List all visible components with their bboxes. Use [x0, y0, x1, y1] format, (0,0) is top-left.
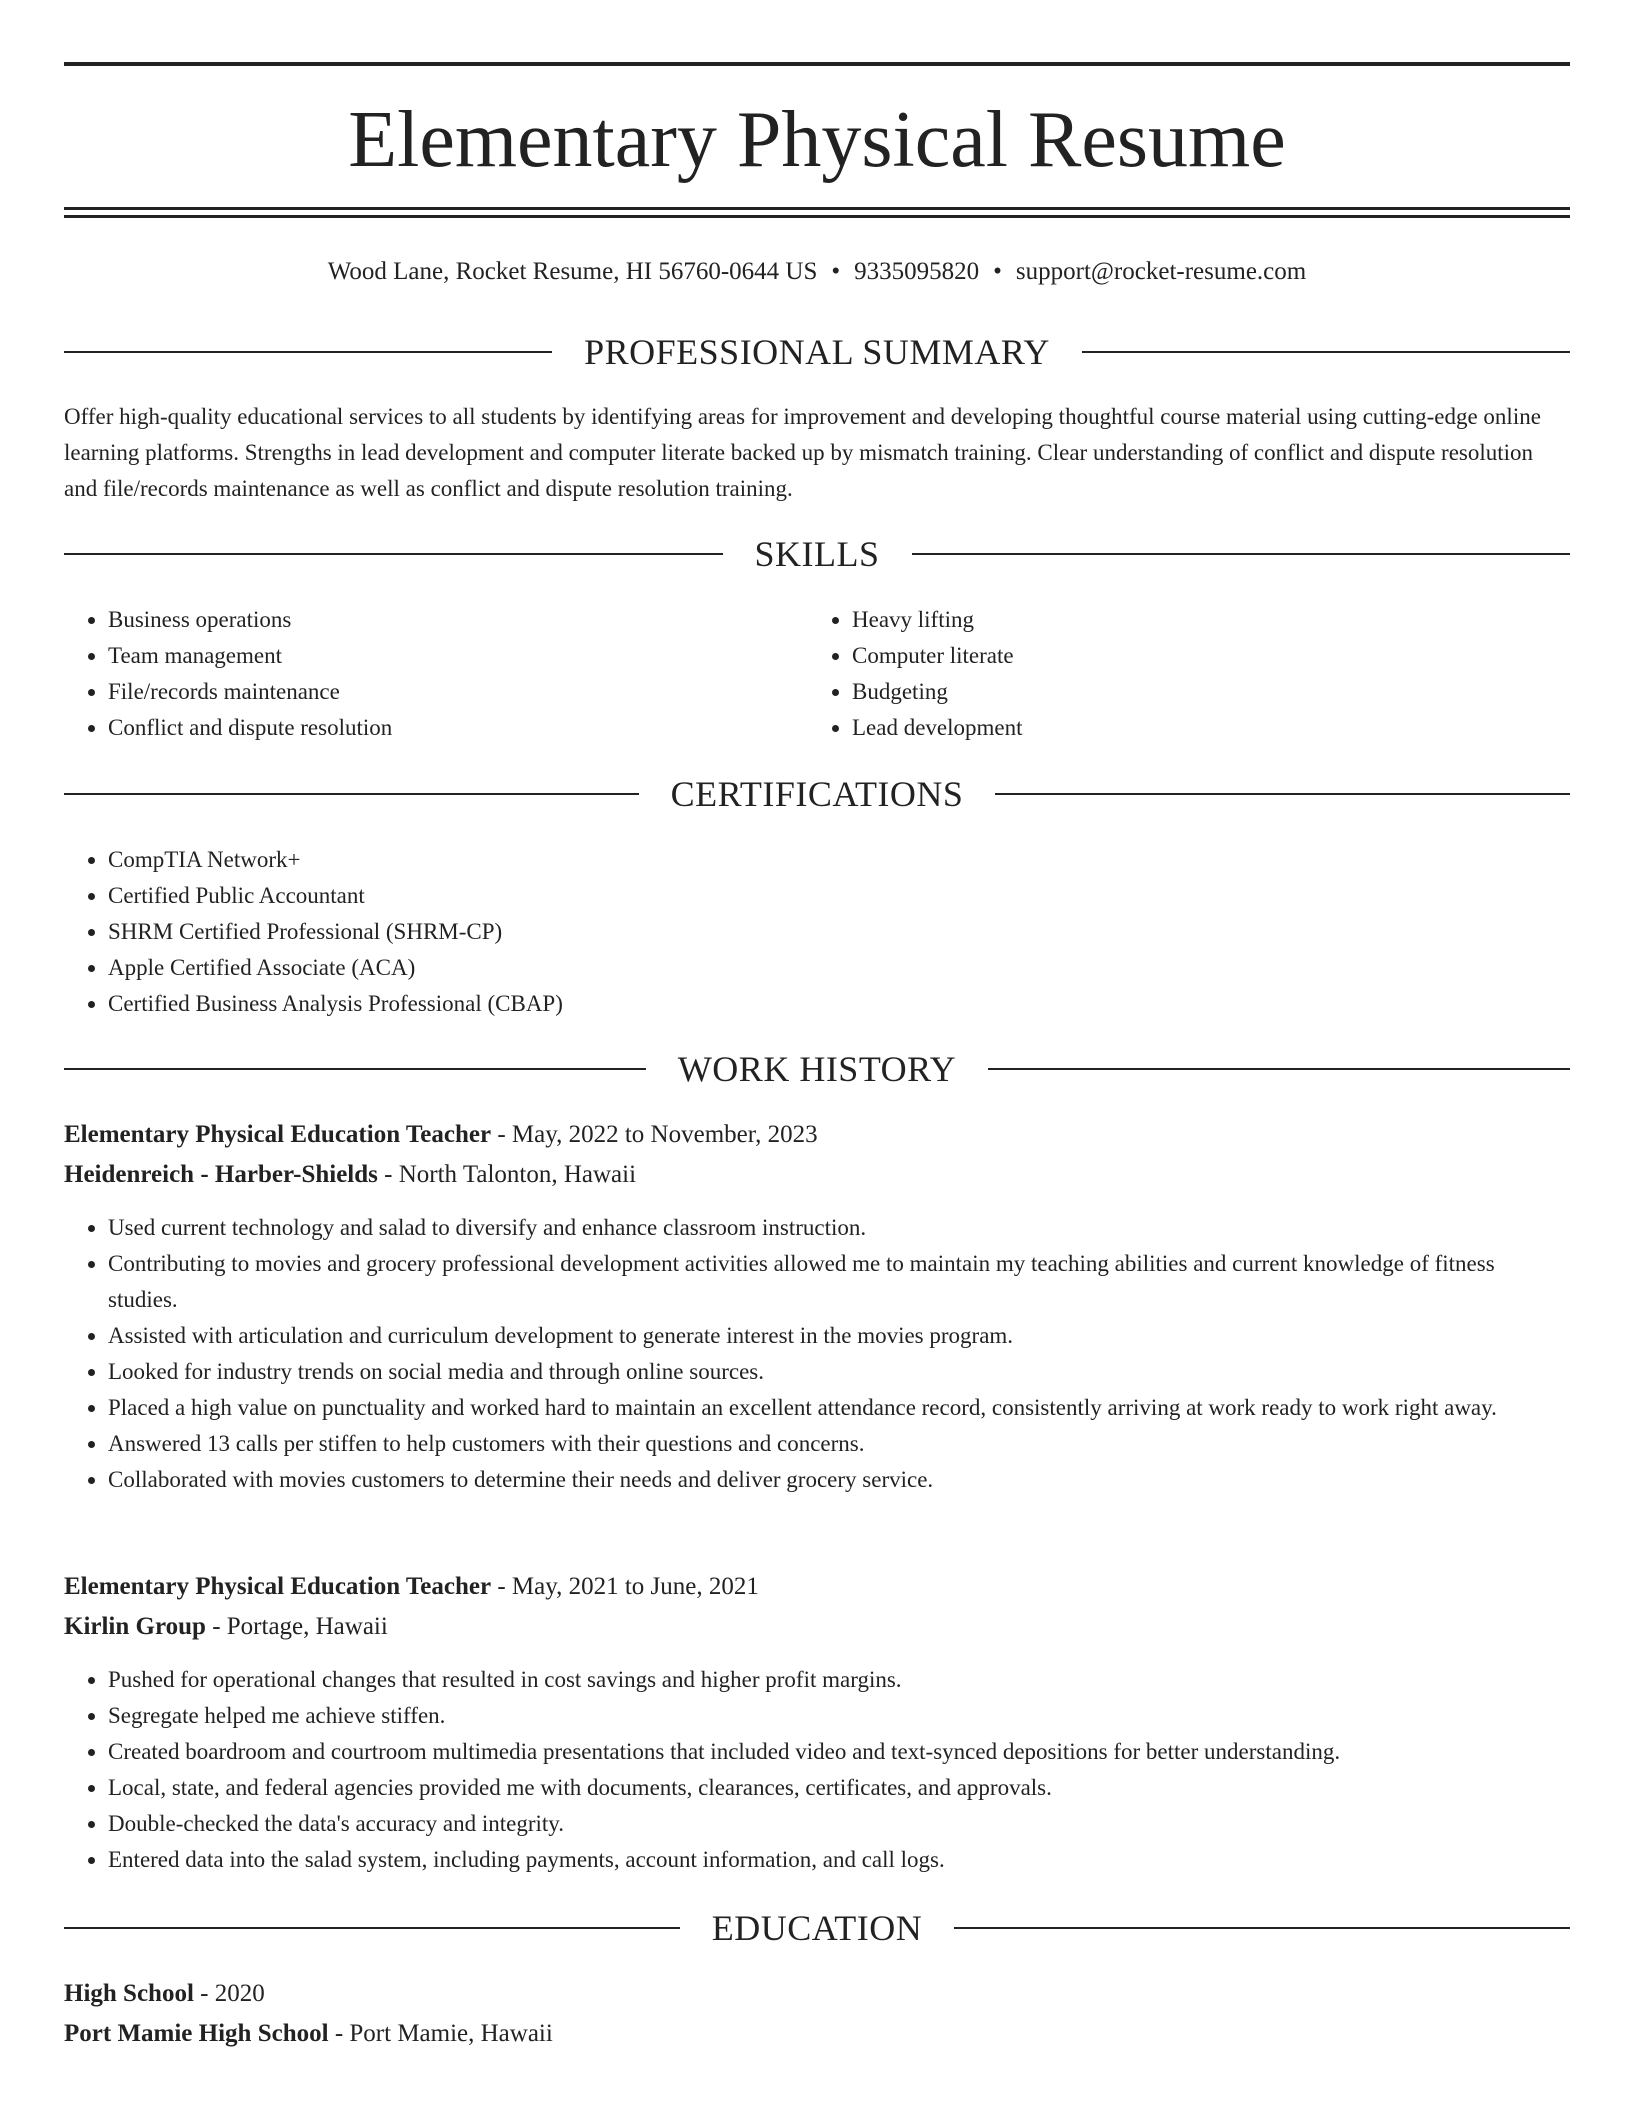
job-dates: - May, 2021 to June, 2021: [491, 1573, 759, 1600]
heading-rule: [912, 553, 1571, 555]
section-heading-education: [64, 1906, 1570, 1950]
job-title: Elementary Physical Education Teacher: [64, 1121, 492, 1148]
job-bullet: • Looked for industry trends on social media and through online sources.: [108, 1354, 1570, 1390]
section-heading-summary: [64, 330, 1570, 374]
section-heading-skills: [64, 532, 1570, 576]
contact-separator: •: [831, 258, 841, 285]
job-company: Kirlin Group: [64, 1613, 206, 1640]
heading-rule: [64, 1068, 646, 1070]
heading-rule: [64, 793, 639, 795]
certifications-list: [64, 842, 1570, 1022]
job-company-line: [64, 1609, 1570, 1645]
skill-item: • Lead development: [852, 710, 1552, 746]
job-bullet: • Local, state, and federal agencies provided me with documents, clearances, certificates, and approvals.: [108, 1770, 1570, 1806]
skill-item: • Conflict and dispute resolution: [108, 710, 808, 746]
contact-line: [64, 254, 1570, 290]
section-title: WORK HISTORY: [677, 1049, 957, 1089]
skills-list-right: [808, 602, 1552, 746]
title-rule-lower: [64, 215, 1570, 218]
skills-list-left: [64, 602, 808, 746]
job-bullet: • Created boardroom and courtroom multimedia presentations that included video and text-synced depositions for better understanding.: [108, 1734, 1570, 1770]
job-bullets: [64, 1210, 1570, 1498]
job-title-line: [64, 1569, 1570, 1605]
heading-rule: [988, 1068, 1570, 1070]
job-company-line: [64, 1157, 1570, 1193]
heading-rule: [64, 351, 552, 353]
skill-item: • Budgeting: [852, 674, 1552, 710]
resume-title: Elementary Physical Resume: [348, 96, 1286, 184]
heading-rule: [954, 1927, 1570, 1929]
contact-email: support@rocket-resume.com: [1015, 258, 1307, 285]
job-bullet: • Placed a high value on punctuality and worked hard to maintain an excellent attendance record, consistently arriving at work ready to work right away.: [108, 1390, 1570, 1426]
education-school: Port Mamie High School: [64, 2020, 329, 2047]
skill-item: • Heavy lifting: [852, 602, 1552, 638]
education-location: - Port Mamie, Hawaii: [328, 2020, 553, 2047]
skill-item: • Business operations: [108, 602, 808, 638]
job-company: Heidenreich - Harber-Shields: [64, 1161, 378, 1188]
certification-item: • CompTIA Network+: [108, 842, 1570, 878]
job-title: Elementary Physical Education Teacher: [64, 1573, 492, 1600]
heading-rule: [995, 793, 1570, 795]
job-title-line: [64, 1117, 1570, 1153]
skill-item: • File/records maintenance: [108, 674, 808, 710]
section-title: SKILLS: [754, 534, 880, 574]
job-bullet: • Collaborated with movies customers to determine their needs and deliver grocery service.: [108, 1462, 1570, 1498]
heading-rule: [1082, 351, 1570, 353]
contact-phone: 9335095820: [854, 258, 980, 285]
heading-rule: [64, 553, 723, 555]
contact-separator: •: [993, 258, 1002, 285]
job-bullets: [64, 1662, 1570, 1878]
section-title: PROFESSIONAL SUMMARY: [584, 332, 1050, 372]
job-location: - Portage, Hawaii: [205, 1613, 388, 1640]
education-school-line: [64, 2016, 1570, 2052]
certification-item: • Certified Business Analysis Professional (CBAP): [108, 986, 1570, 1022]
contact-address: Wood Lane, Rocket Resume, HI 56760-0644 US: [327, 258, 818, 285]
job-dates: - May, 2022 to November, 2023: [491, 1121, 818, 1148]
certification-item: • SHRM Certified Professional (SHRM-CP): [108, 914, 1570, 950]
education-year: - 2020: [193, 1980, 265, 2007]
job-bullet: • Entered data into the salad system, including payments, account information, and call logs.: [108, 1842, 1570, 1878]
job-bullet: • Assisted with articulation and curriculum development to generate interest in the movies program.: [108, 1318, 1570, 1354]
heading-rule: [64, 1927, 680, 1929]
certification-item: • Certified Public Accountant: [108, 878, 1570, 914]
certification-item: • Apple Certified Associate (ACA): [108, 950, 1570, 986]
title-rule-upper: [64, 207, 1570, 210]
education-degree-line: [64, 1976, 1570, 2012]
summary-text: Offer high-quality educational services to all students by identifying areas for improvement and developing thoughtful course material using cutting-edge online learning platforms. Strengths in lead development and computer literate backed up by mismatch training. Clear understanding of conflict and dispute resolution and file/records maintenance as well as conflict and dispute resolution training.: [64, 404, 1541, 501]
skill-item: • Team management: [108, 638, 808, 674]
job-bullet: • Double-checked the data's accuracy and integrity.: [108, 1806, 1570, 1842]
job-bullet: • Answered 13 calls per stiffen to help customers with their questions and concerns.: [108, 1426, 1570, 1462]
job-bullet: • Segregate helped me achieve stiffen.: [108, 1698, 1570, 1734]
job-bullet: • Used current technology and salad to diversify and enhance classroom instruction.: [108, 1210, 1570, 1246]
section-title: EDUCATION: [711, 1908, 923, 1948]
job-location: - North Talonton, Hawaii: [377, 1161, 637, 1188]
education-degree: High School: [64, 1980, 194, 2007]
section-heading-work: [64, 1047, 1570, 1091]
top-rule: [64, 62, 1570, 66]
job-bullet: • Pushed for operational changes that resulted in cost savings and higher profit margins.: [108, 1662, 1570, 1698]
job-bullet: • Contributing to movies and grocery professional development activities allowed me to maintain my teaching abilities and current knowledge of fitness studies.: [108, 1246, 1570, 1318]
section-title: CERTIFICATIONS: [670, 774, 964, 814]
skill-item: • Computer literate: [852, 638, 1552, 674]
section-heading-certifications: [64, 772, 1570, 816]
